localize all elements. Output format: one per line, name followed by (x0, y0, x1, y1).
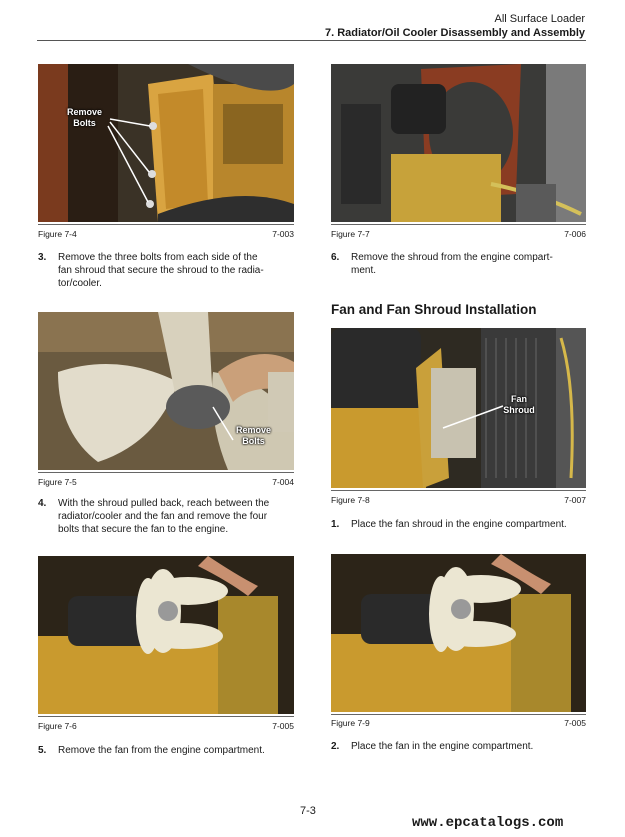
step-number: 3. (38, 252, 47, 263)
step-text: Place the fan in the engine compartment. (351, 741, 534, 752)
figure-7-5-code: 7-004 (272, 477, 294, 487)
website-watermark: www.epcatalogs.com (412, 815, 564, 831)
figure-7-9-rule (331, 714, 586, 715)
figure-7-9-photo (331, 554, 586, 712)
removal-step-6 (331, 251, 586, 279)
figure-7-6-label: Figure 7-6 (38, 721, 77, 731)
step-text: Remove the shroud from the engine compart- ment. (351, 252, 553, 276)
figure-7-4-label: Figure 7-4 (38, 229, 77, 239)
figure-7-7-code: 7-006 (564, 229, 586, 239)
figure-7-7-label: Figure 7-7 (331, 229, 370, 239)
figure-7-6-photo (38, 556, 294, 714)
step-text: Remove the fan from the engine compartment. (58, 745, 265, 756)
figure-7-9-code: 7-005 (564, 718, 586, 728)
step-number: 6. (331, 252, 340, 263)
figure-7-7-photo (331, 64, 586, 222)
step-text: Place the fan shroud in the engine compartment. (351, 519, 567, 530)
step-text: Remove the three bolts from each side of the fan shroud that secure the shroud to the radia- tor/cooler. (58, 252, 264, 289)
removal-step-5 (38, 744, 298, 758)
chapter-title: 7. Radiator/Oil Cooler Disassembly and Assembly (324, 27, 585, 39)
figure-7-4-code: 7-003 (272, 229, 294, 239)
figure-7-6-rule (38, 716, 294, 717)
figure-7-5-rule (38, 472, 294, 473)
section-heading: Fan and Fan Shroud Installation (331, 302, 537, 317)
page-number: 7-3 (300, 805, 316, 817)
figure-7-4-photo (38, 64, 294, 222)
manual-title: All Surface Loader (494, 13, 585, 25)
figure-7-8-code: 7-007 (564, 495, 586, 505)
removal-step-3 (38, 251, 294, 291)
figure-7-9-label: Figure 7-9 (331, 718, 370, 728)
figure-7-8-photo (331, 328, 586, 488)
figure-7-8-rule (331, 490, 586, 491)
step-text: With the shroud pulled back, reach between the radiator/cooler and the fan and remove the four bolts that secure the fan to the engine. (58, 498, 270, 535)
figure-7-8-callout: Fan Shroud (503, 394, 535, 415)
figure-7-8-label: Figure 7-8 (331, 495, 370, 505)
step-number: 5. (38, 745, 47, 756)
figure-7-4-rule (38, 224, 294, 225)
step-number: 1. (331, 519, 340, 530)
header-rule (37, 40, 586, 41)
figure-7-5-callout: Remove Bolts (235, 425, 271, 446)
step-number: 4. (38, 498, 47, 509)
installation-step-2 (331, 740, 591, 754)
figure-7-4-callout: Remove Bolts (66, 107, 102, 128)
figure-7-5-label: Figure 7-5 (38, 477, 77, 487)
figure-7-6-code: 7-005 (272, 721, 294, 731)
step-number: 2. (331, 741, 340, 752)
installation-step-1 (331, 518, 591, 532)
removal-step-4 (38, 497, 294, 537)
figure-7-7-rule (331, 224, 586, 225)
